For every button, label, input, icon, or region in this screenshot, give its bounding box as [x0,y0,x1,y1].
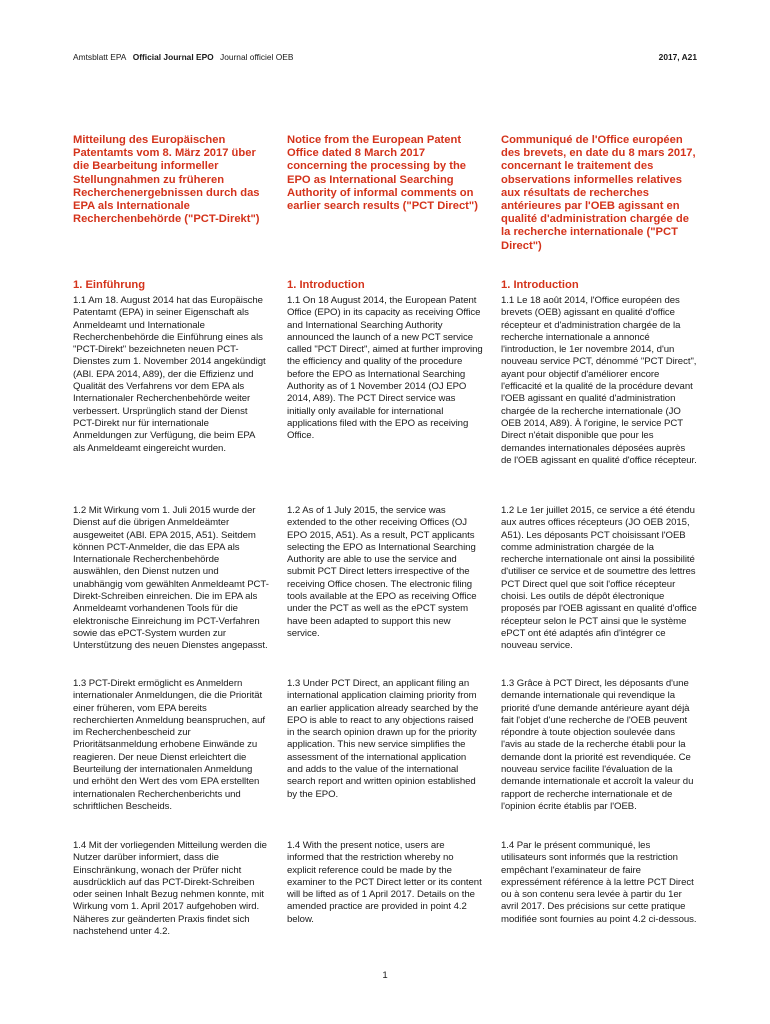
journal-name-fr: Journal officiel OEB [220,52,294,62]
notice-title-fr: Communiqué de l'Office européen des brevets, en date du 8 mars 2017, concernant le traitement des observations informelles relatives aux résultats de recherches antérieures par l'OEB agissant en qualité d'administration chargée de la recherche internationale ("PCT Direct") [501,134,696,252]
notice-title-en: Notice from the European Patent Office dated 8 March 2017 concerning the processing by the EPO as International Searching Authority of informal comments on earlier search results ("PCT Direct") [287,134,478,213]
paragraph-1-1-en: 1.1 On 18 August 2014, the European Patent Office (EPO) in its capacity as receiving Office and International Searching Authority announced the launch of a new PCT service called "PCT Direct", aimed at further improving the efficiency and quality of the procedure before the EPO as International Searching Authority as of 1 November 2014 (OJ EPO 2014, A89). The PCT Direct service was initially only available for international applications filed with the EPO as receiving Office. [287,295,483,442]
section-heading-fr: 1. Introduction [501,279,579,291]
paragraph-1-4-en: 1.4 With the present notice, users are informed that the restriction whereby no explicit reference could be made by the examiner to the PCT Direct letter or its content will be lifted as of 1 April 2017. Details on the amended practice are provided in point 4.2 below. [287,840,482,925]
paragraph-1-1-de: 1.1 Am 18. August 2014 hat das Europäische Patentamt (EPA) in seiner Eigenschaft als Anmeldeamt und Internationale Recherchenbehörde die Einführung eines als "PCT-Direkt" bezeichneten neuen PCT-Dienstes zum 1. November 2014 angekündigt (ABl. EPA 2014, A89), der die Effizienz und Qualität des Verfahrens vor dem EPA als Internationaler Recherchenbehörde weiter verbessert. Ursprünglich stand der Dienst PCT-Direkt nur für internationale Anmeldungen zur Verfügung, die beim EPA als Anmeldeamt eingereicht wurden. [73,295,266,454]
paragraph-1-2-en: 1.2 As of 1 July 2015, the service was extended to the other receiving Offices (OJ EPO 2015, A51). As a result, PCT applicants selecting the EPO as International Searching Authority are able to use the service and submit PCT Direct letters irrespective of the receiving Office chosen. The electronic filing tools available at the EPO as receiving Office under the PCT as well as the ePCT system have been adapted to support this new service. [287,505,477,639]
paragraph-1-3-fr: 1.3 Grâce à PCT Direct, les déposants d'une demande internationale qui revendique la priorité d'une demande antérieure ayant déjà fait l'objet d'une recherche de l'OEB peuvent répondre à toute objection soulevée dans l'avis au stade de la recherche établi pour la demande dont la priorité est revendiquée. Ce nouveau service facilite l'évaluation de la demande internationale et accroît la valeur du rapport de recherche internationale et de l'opinion écrite établis par l'OEB. [501,678,694,812]
paragraph-1-2-de: 1.2 Mit Wirkung vom 1. Juli 2015 wurde der Dienst auf die übrigen Anmeldeämter ausgeweitet (ABl. EPA 2015, A51). Seitdem können PCT-Anmelder, die das EPA als Internationale Recherchenbehörde auswählen, den Dienst nutzen und unabhängig vom gewählten Anmeldeamt PCT-Direkt-Schreiben einreichen. Die im EPA als Anmeldeamt vorhandenen Tools für die elektronische Einreichung im PCT-Verfahren sowie das ePCT-System wurden zur Unterstützung des neuen Dienstes angepasst. [73,505,269,652]
journal-name-de: Amtsblatt EPA [73,52,127,62]
running-header [73,50,697,64]
page-number: 1 [382,970,388,981]
edition-reference: 2017, A21 [658,52,697,62]
notice-title-de: Mitteilung des Europäischen Patentamts vom 8. März 2017 über die Bearbeitung informeller Stellungnahmen zu früheren Recherchenergebnissen durch das EPA als Internationale Recherchenbehörde ("PCT-Direkt") [73,134,260,226]
paragraph-1-4-fr: 1.4 Par le présent communiqué, les utilisateurs sont informés que la restriction empêchant l'examinateur de faire expressément référence à la lettre PCT Direct ou à son contenu sera levée à partir du 1er avril 2017. Des précisions sur cette pratique modifiée sont fournies au point 4.2 ci-dessous. [501,840,697,925]
paragraph-1-1-fr: 1.1 Le 18 août 2014, l'Office européen des brevets (OEB) agissant en qualité d'office récepteur et d'administration chargée de la recherche internationale a annoncé l'introduction, le 1er novembre 2014, d'un nouveau service PCT, dénommé "PCT Direct", ayant pour objectif d'améliorer encore l'efficacité et la qualité de la procédure devant l'OEB agissant en qualité d'administration chargée de la recherche internationale (JO OEB 2014, A89). À l'origine, le service PCT Direct n'était disponible que pour les demandes internationales déposées auprès de l'OEB agissant en qualité d'office récepteur. [501,295,697,466]
paragraph-1-2-fr: 1.2 Le 1er juillet 2015, ce service a été étendu aux autres offices récepteurs (JO OEB 2015, A51). Les déposants PCT choisissant l'OEB comme administration chargée de la recherche internationale ont ainsi la possibilité d'utiliser ce service et de soumettre des lettres PCT Direct quel que soit l'office récepteur choisi. Les outils de dépôt électronique proposés par l'OEB agissant en qualité d'office récepteur selon le PCT ainsi que le système ePCT ont été adaptés afin d'intégrer ce nouveau service. [501,505,697,652]
paragraph-1-3-de: 1.3 PCT-Direkt ermöglicht es Anmeldern internationaler Anmeldungen, die die Priorität einer früheren, vom EPA bereits recherchierten Anmeldung beanspruchen, auf im Recherchenbescheid zur Prioritätsanmeldung erhobene Einwände zu reagieren. Der neue Dienst erleichtert die Beurteilung der internationalen Anmeldung und erhöht den Wert des vom EPA erstellten internationalen Recherchenberichts und schriftlichen Bescheids. [73,678,266,812]
journal-names [73,50,297,64]
journal-name-en: Official Journal EPO [132,52,214,62]
section-heading-en: 1. Introduction [287,279,365,291]
paragraph-1-4-de: 1.4 Mit der vorliegenden Mitteilung werden die Nutzer darüber informiert, dass die Einschränkung, wonach der Prüfer nicht ausdrücklich auf das PCT-Direkt-Schreiben oder seinen Inhalt Bezug nehmen konnte, mit Wirkung vom 1. April 2017 aufgehoben wird. Näheres zur geänderten Praxis findet sich nachstehend unter 4.2. [73,840,267,938]
paragraph-1-3-en: 1.3 Under PCT Direct, an applicant filing an international application claiming priority from an earlier application already searched by the EPO is able to react to any objections raised in the search opinion drawn up for the priority application. This new service simplifies the assessment of the international application and adds to the value of the international search report and written opinion established by the EPO. [287,678,479,800]
section-heading-de: 1. Einführung [73,279,146,291]
